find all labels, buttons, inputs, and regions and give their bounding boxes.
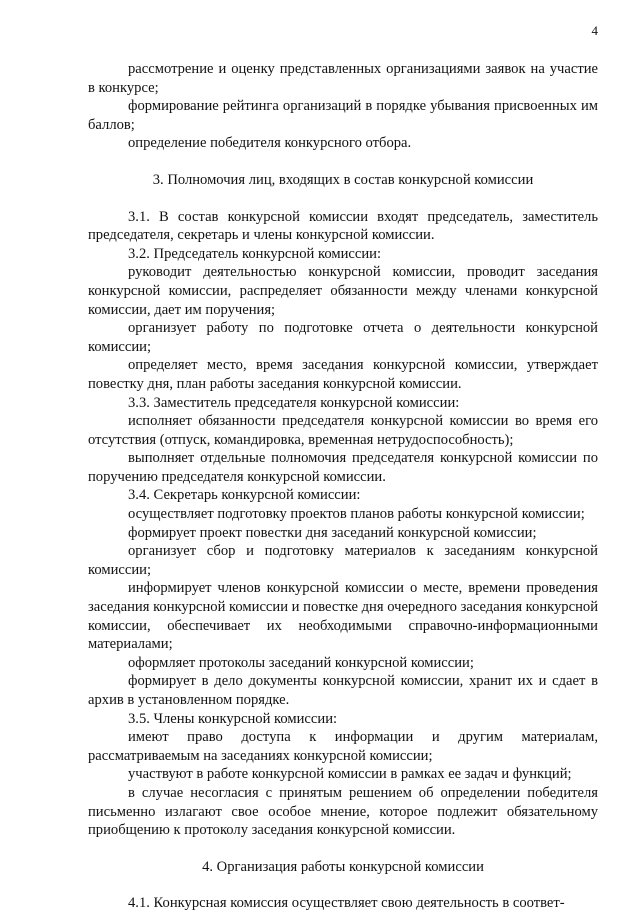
- spacer: [88, 876, 598, 894]
- paragraph: определяет место, время заседания конкурсной комиссии, утверждает повестку дня, план работы заседания конкурсной комиссии.: [88, 357, 598, 392]
- paragraph: 3.2. Председатель конкурсной комиссии:: [128, 245, 382, 262]
- paragraph: организует сбор и подготовку материалов к заседаниям конкурсной комиссии;: [88, 543, 598, 578]
- paragraph: рассмотрение и оценку представленных организациями заявок на участие в конкурсе;: [88, 61, 598, 96]
- paragraph: формирует проект повестки дня заседаний конкурсной комиссии;: [128, 524, 537, 541]
- paragraph: исполняет обязанности председателя конкурсной комиссии во время его отсутствия (отпуск, командировка, временная нетрудоспособность);: [88, 413, 598, 448]
- spacer: [88, 190, 598, 208]
- page-number: 4: [591, 23, 598, 38]
- paragraph: информирует членов конкурсной комиссии о месте, времени проведения заседания конкурсной комиссии и повестке дня очередного заседания конкурсной комиссии, обеспечивает их необходимыми справочно-информационными материалами;: [88, 580, 599, 653]
- section-heading: 3. Полномочия лиц, входящих в состав конкурсной комиссии: [152, 171, 534, 188]
- paragraph: 3.5. Члены конкурсной комиссии:: [128, 710, 338, 727]
- paragraph: 3.1. В состав конкурсной комиссии входят председатель, заместитель председателя, секретарь и члены конкурсной комиссии.: [88, 208, 598, 244]
- paragraph: 4.1. Конкурсная комиссия осуществляет свою деятельность в соответ-: [128, 895, 565, 912]
- paragraph: организует работу по подготовке отчета о деятельности конкурсной комиссии;: [88, 320, 598, 355]
- paragraph: имеют право доступа к информации и другим материалам, рассматриваемым на заседаниях конкурсной комиссии;: [88, 729, 598, 764]
- spacer: [88, 840, 598, 858]
- paragraph: формирование рейтинга организаций в порядке убывания присвоенных им баллов;: [88, 98, 598, 133]
- paragraph: в случае несогласия с принятым решением об определении победителя письменно излагают свое особое мнение, которое подлежит обязательному приобщению к протоколу заседания конкурсной комиссии.: [88, 784, 598, 839]
- paragraph: формирует в дело документы конкурсной комиссии, хранит их и сдает в архив в установленном порядке.: [88, 673, 598, 708]
- spacer: [88, 153, 598, 171]
- section-heading: 4. Организация работы конкурсной комиссии: [202, 858, 484, 875]
- paragraph: оформляет протоколы заседаний конкурсной комиссии;: [128, 654, 474, 671]
- paragraph: 3.3. Заместитель председателя конкурсной комиссии:: [128, 394, 460, 411]
- paragraph: 3.4. Секретарь конкурсной комиссии:: [128, 487, 361, 504]
- paragraph: участвуют в работе конкурсной комиссии в рамках ее задач и функций;: [128, 766, 572, 783]
- paragraph: определение победителя конкурсного отбора.: [128, 135, 412, 152]
- paragraph: руководит деятельностью конкурсной комиссии, проводит заседания конкурсной комиссии, распределяет обязанности между членами конкурсной комиссии, дает им поручения;: [88, 264, 598, 318]
- paragraph: осуществляет подготовку проектов планов работы конкурсной комиссии;: [128, 506, 585, 523]
- paragraph: выполняет отдельные полномочия председателя конкурсной комиссии по поручению председателя конкурсной комиссии.: [88, 450, 598, 485]
- document-body: [88, 60, 598, 913]
